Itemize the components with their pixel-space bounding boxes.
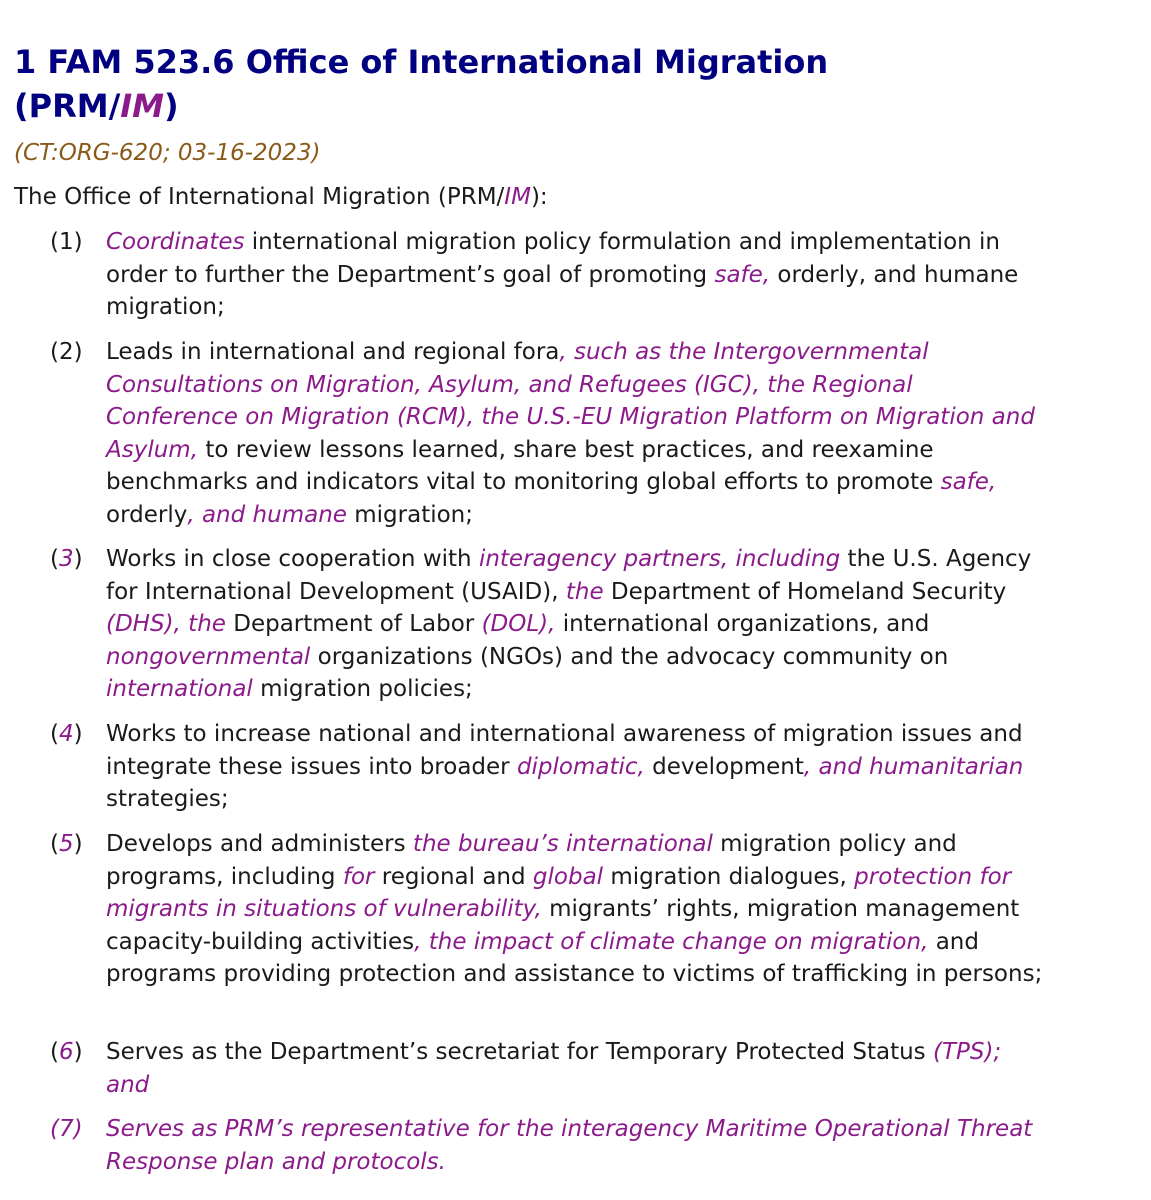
inserted-text: Coordinates — [106, 229, 245, 255]
item-number-close: ) — [73, 339, 83, 365]
item-text-segment: migration policies; — [252, 676, 473, 702]
inserted-text: for — [342, 863, 375, 890]
item-number-value: 4 — [58, 721, 74, 747]
item-text-segment: Department of Labor — [225, 611, 482, 637]
item-number — [50, 336, 83, 369]
item-number-open: ( — [50, 339, 59, 365]
item-number — [50, 543, 83, 576]
item-text-segment: Serves as the Department’s secretariat for Temporary Protected Status — [106, 1039, 933, 1065]
section-heading — [14, 40, 1014, 128]
item-number-open: ( — [50, 229, 59, 255]
intro-b: ): — [530, 184, 548, 210]
item-text — [106, 336, 1046, 531]
item-number-close: ) — [73, 721, 83, 747]
item-number-close: ) — [73, 546, 83, 572]
heading-ins: IM — [120, 87, 164, 125]
item-text — [106, 1036, 1046, 1101]
item-text — [106, 718, 1046, 816]
item-text-segment: international organizations, and — [555, 611, 930, 637]
item-text — [106, 828, 1046, 991]
item-number — [50, 1113, 83, 1146]
item-text-segment: Works in close cooperation with — [106, 546, 479, 572]
item-text-segment: international migration policy formulation and implementation in order to further the Department’s goal of promoting — [106, 229, 1000, 288]
inserted-text: the — [565, 578, 604, 605]
inserted-text: diplomatic, — [516, 753, 645, 780]
item-number — [50, 226, 83, 259]
item-number-value: 2 — [58, 339, 74, 365]
heading-paren-close: ) — [164, 87, 179, 125]
item-number-value: 1 — [58, 229, 74, 255]
inserted-text: , and humane — [187, 501, 347, 528]
item-text-segment: Department of Homeland Security — [603, 578, 1007, 605]
inserted-text: safe, — [714, 261, 771, 288]
item-number-open: ( — [50, 831, 59, 857]
item-number-close: ) — [73, 1039, 83, 1065]
item-text — [106, 1113, 1046, 1178]
item-text — [106, 543, 1046, 706]
inserted-text: , such as the Intergovernmental Consultations on Migration, Asylum, and Refugees (IGC), the Regional Conference on Migration (RCM), the U.S.-EU Migration Platform on Migration and Asylum, — [106, 339, 1035, 463]
item-text-segment: the U.S. Agency for International Development (USAID), — [106, 546, 1032, 605]
item-number-value: 6 — [58, 1039, 74, 1065]
item-text-segment: development — [644, 753, 804, 780]
item-number — [50, 828, 83, 861]
item-text-segment: migration; — [346, 501, 473, 528]
intro-a: The Office of International Migration (PRM/ — [14, 184, 505, 210]
item-number-open: ( — [50, 546, 59, 572]
item-number — [50, 1036, 83, 1069]
item-number-close: ) — [73, 1116, 83, 1142]
inserted-text: (DHS), the — [106, 611, 226, 637]
inserted-text: international — [106, 676, 253, 702]
item-text-segment: Works to increase national and international awareness of migration issues and integrate these issues into broader — [106, 721, 1023, 780]
item-text-segment: organizations (NGOs) and the advocacy community on — [310, 643, 949, 670]
inserted-text: the bureau’s international — [412, 831, 713, 857]
item-text-segment: to review lessons learned, share best practices, and reexamine benchmarks and indicators vital to monitoring global efforts to promote — [106, 436, 941, 495]
heading-paren-open: (PRM/ — [14, 87, 121, 125]
item-text-segment: Leads in international and regional fora — [106, 339, 560, 365]
item-number-value: 5 — [58, 831, 74, 857]
item-text-segment: and programs providing protection and assistance to victims of trafficking in persons; — [106, 928, 1043, 987]
inserted-text: (DOL), — [481, 611, 556, 637]
item-number-open: ( — [50, 721, 59, 747]
item-text-segment: migrants’ rights, migration management capacity-building activities — [106, 896, 1020, 955]
item-text-segment: strategies; — [106, 786, 229, 812]
change-transmittal: (CT:ORG-620; 03-16-2023) — [14, 140, 321, 166]
item-number-value: 7 — [58, 1116, 74, 1142]
intro-ins: IM — [504, 184, 531, 210]
item-text — [106, 226, 1046, 324]
item-number-close: ) — [73, 831, 83, 857]
item-number-open: ( — [50, 1039, 59, 1065]
item-number-open: ( — [50, 1116, 59, 1142]
inserted-text: global — [532, 863, 604, 890]
item-text-segment: Develops and administers — [106, 831, 413, 857]
item-text-segment: migration policy and programs, including — [106, 831, 957, 890]
item-number — [50, 718, 83, 751]
inserted-text: , and humanitarian — [803, 753, 1024, 780]
item-text-segment: migration dialogues, — [603, 863, 855, 890]
heading-prefix: 1 FAM 523.6 Office of International Migration — [14, 43, 829, 81]
intro-text — [14, 181, 548, 213]
item-number-value: 3 — [58, 546, 74, 572]
inserted-text: , the impact of climate change on migration, — [414, 928, 929, 955]
inserted-text: safe, — [940, 469, 997, 495]
item-text-segment: regional and — [374, 863, 533, 890]
inserted-text: nongovernmental — [106, 643, 311, 670]
item-text-segment: orderly, and humane migration; — [106, 261, 1019, 320]
item-text-segment: orderly — [106, 501, 188, 528]
inserted-text: (TPS); and — [106, 1039, 1002, 1098]
inserted-text: interagency partners, including — [478, 546, 841, 572]
item-number-close: ) — [73, 229, 83, 255]
inserted-text: protection for migrants in situations of vulnerability, — [106, 863, 1012, 922]
inserted-text: Serves as PRM’s representative for the interagency Maritime Operational Threat Response plan and protocols. — [106, 1116, 1033, 1175]
